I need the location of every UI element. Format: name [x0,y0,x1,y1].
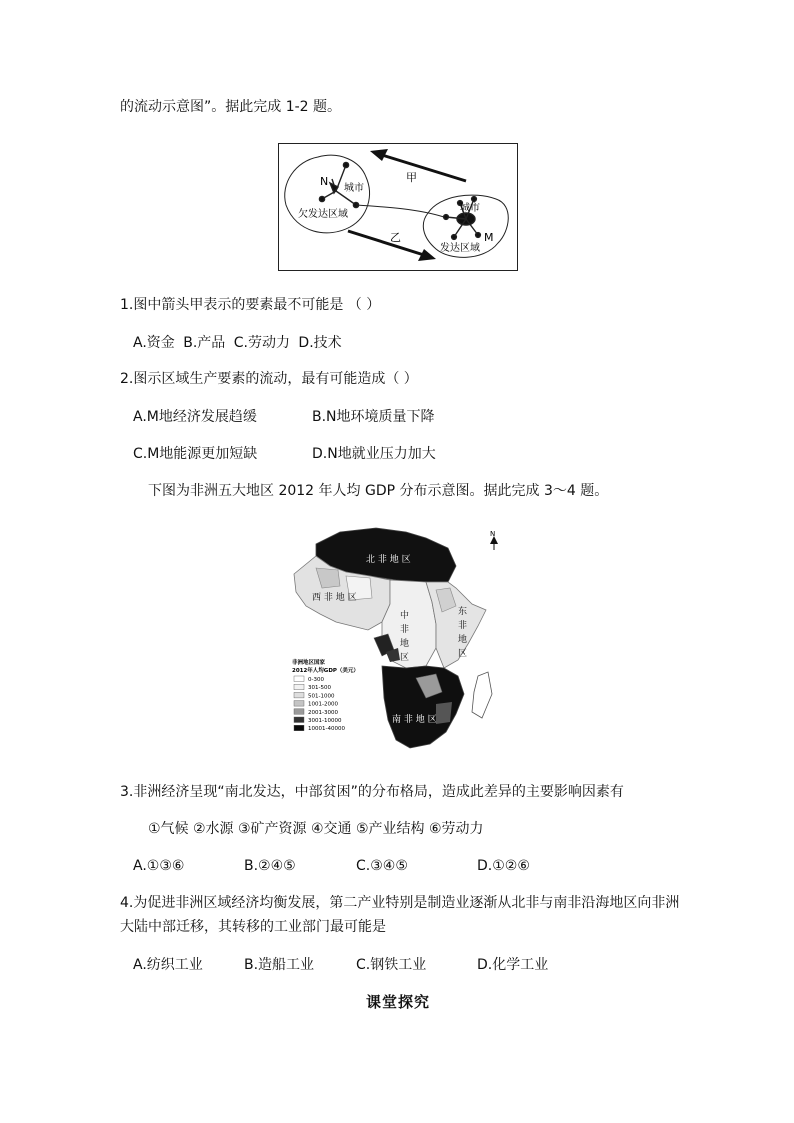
q3-option-a: A.①③⑥ [133,858,185,874]
q3-stem: 3.非洲经济呈现“南北发达，中部贫困”的分布格局，造成此差异的主要影响因素有 [120,784,624,800]
q2-option-d: D.N地就业压力加大 [312,446,436,462]
legend-label: 3001-10000 [308,718,342,724]
south-africa-label: 南 非 地 区 [392,715,437,725]
q2-stem: 2.图示区域生产要素的流动，最有可能造成（ ） [120,371,418,387]
madagascar [472,672,492,718]
legend-swatch [294,725,304,731]
q3-option-d: D.①②⑥ [477,858,530,874]
q1-options: A.资金 B.产品 C.劳动力 D.技术 [133,335,342,351]
q2-option-a: A.M地经济发展趋缓 [133,409,257,425]
svg-text:中: 中 [400,611,410,621]
legend-swatch [294,692,304,698]
svg-text:非: 非 [458,621,468,631]
q4-option-d: D.化学工业 [477,957,549,973]
q2-option-b: B.N地环境质量下降 [312,409,435,425]
legend-swatch [294,676,304,682]
factor-flow-diagram [278,143,518,271]
legend-swatch [294,684,304,690]
north-arrow-icon [490,530,498,550]
west-africa-label: 西 非 地 区 [312,593,357,603]
svg-text:区: 区 [400,653,410,663]
label-developed-region: 发达区域 [440,243,480,254]
legend-swatch [294,701,304,707]
svg-text:N: N [490,530,496,538]
label-less-developed-region: 欠发达区域 [298,209,348,220]
label-city-left: 城市 [344,183,364,194]
legend-swatch [294,717,304,723]
svg-text:非: 非 [400,625,410,635]
legend-label: 10001-40000 [308,726,345,733]
q4-option-c: C.钢铁工业 [356,957,427,973]
label-city-right: 城市 [460,203,480,214]
q3-option-c: C.③④⑤ [356,858,408,874]
label-m: M [484,231,494,244]
label-jia: 甲 [406,171,417,184]
legend-title-line1: 非洲地区国家 [292,660,326,666]
intro-text: 的流动示意图”。据此完成 1-2 题。 [120,99,342,115]
label-yi: 乙 [390,231,401,244]
svg-text:东: 东 [458,607,468,617]
legend-swatch [294,709,304,715]
svg-text:地: 地 [400,639,410,649]
q3-factors: ①气候 ②水源 ③矿产资源 ④交通 ⑤产业结构 ⑥劳动力 [148,821,484,837]
legend-label: 501-1000 [308,693,335,700]
q4-stem-line1: 4.为促进非洲区域经济均衡发展，第二产业特别是制造业逐渐从北非与南非沿海地区向非洲 [120,895,680,911]
q4-stem-line2: 大陆中部迁移，其转移的工业部门最可能是 [120,919,386,935]
section-title: 课堂探究 [366,993,431,1011]
q1-stem: 1.图中箭头甲表示的要素最不可能是 （ ） [120,297,381,313]
legend-label: 2001-3000 [308,709,338,716]
svg-text:区: 区 [458,649,468,659]
legend-label: 0-300 [308,677,324,683]
north-africa-label: 北 非 地 区 [366,555,411,565]
label-n: N [320,175,329,188]
q2-option-c: C.M地能源更加短缺 [133,446,258,462]
q4-option-a: A.纺织工业 [133,957,203,973]
q3-option-b: B.②④⑤ [244,858,296,874]
map-legend [292,658,359,732]
legend-title-line2: 2012年人均GDP（美元） [292,668,359,674]
q4-option-b: B.造船工业 [244,957,315,973]
legend-label: 1001-2000 [308,701,338,708]
svg-text:地: 地 [458,635,468,645]
africa-gdp-map [286,526,512,754]
legend-label: 301-500 [308,685,331,692]
map-intro-text: 下图为非洲五大地区 2012 年人均 GDP 分布示意图。据此完成 3～4 题。 [148,483,609,499]
